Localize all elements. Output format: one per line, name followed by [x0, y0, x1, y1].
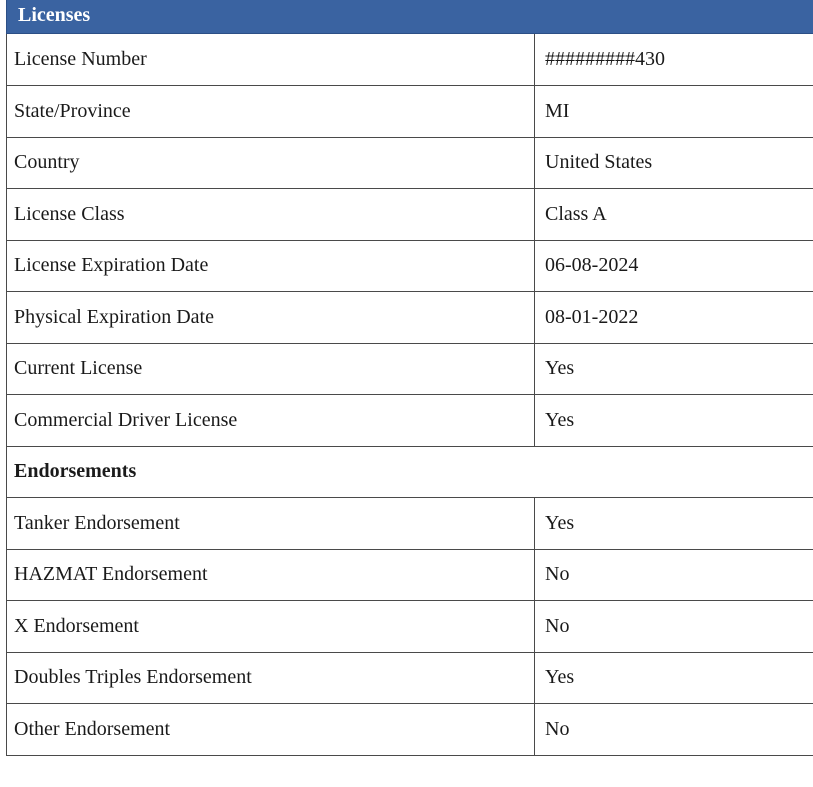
table-row-license-class [7, 189, 813, 241]
license-class-value: Class A [535, 189, 813, 241]
licenses-panel [6, 0, 813, 756]
table-row-doubles-triples-endorsement [7, 652, 813, 704]
x-endorsement-label: X Endorsement [7, 601, 535, 653]
country-label: Country [7, 137, 535, 189]
table-row-physical-expiration [7, 292, 813, 344]
doubles-triples-endorsement-label: Doubles Triples Endorsement [7, 652, 535, 704]
licenses-table [6, 34, 813, 756]
physical-expiration-value: 08-01-2022 [535, 292, 813, 344]
commercial-driver-license-label: Commercial Driver License [7, 395, 535, 447]
physical-expiration-label: Physical Expiration Date [7, 292, 535, 344]
table-row-state-province [7, 86, 813, 138]
license-expiration-value: 06-08-2024 [535, 240, 813, 292]
table-row-tanker-endorsement [7, 498, 813, 550]
commercial-driver-license-value: Yes [535, 395, 813, 447]
table-row-license-number [7, 34, 813, 86]
doubles-triples-endorsement-value: Yes [535, 652, 813, 704]
table-row-hazmat-endorsement [7, 549, 813, 601]
state-province-label: State/Province [7, 86, 535, 138]
endorsements-section-title: Endorsements [7, 446, 813, 498]
license-class-label: License Class [7, 189, 535, 241]
licenses-header: Licenses [6, 0, 813, 34]
current-license-value: Yes [535, 343, 813, 395]
other-endorsement-value: No [535, 704, 813, 756]
table-row-x-endorsement [7, 601, 813, 653]
license-number-label: License Number [7, 34, 535, 86]
table-row-license-expiration [7, 240, 813, 292]
country-value: United States [535, 137, 813, 189]
hazmat-endorsement-value: No [535, 549, 813, 601]
table-row-other-endorsement [7, 704, 813, 756]
hazmat-endorsement-label: HAZMAT Endorsement [7, 549, 535, 601]
table-row-commercial-driver-license [7, 395, 813, 447]
endorsements-section-row [7, 446, 813, 498]
x-endorsement-value: No [535, 601, 813, 653]
table-row-current-license [7, 343, 813, 395]
tanker-endorsement-label: Tanker Endorsement [7, 498, 535, 550]
tanker-endorsement-value: Yes [535, 498, 813, 550]
license-expiration-label: License Expiration Date [7, 240, 535, 292]
other-endorsement-label: Other Endorsement [7, 704, 535, 756]
state-province-value: MI [535, 86, 813, 138]
table-row-country [7, 137, 813, 189]
current-license-label: Current License [7, 343, 535, 395]
license-number-value: #########430 [535, 34, 813, 86]
